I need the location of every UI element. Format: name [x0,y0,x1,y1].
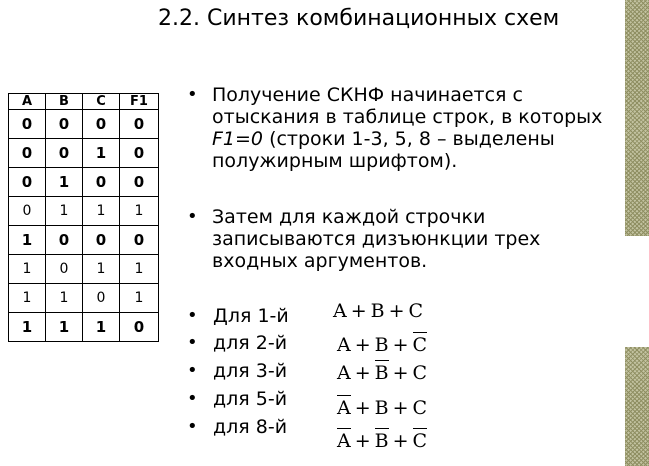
table-cell: 1 [46,197,83,226]
table-cell: 0 [46,255,83,284]
truth-table [8,93,159,342]
table-cell: 0 [83,110,120,139]
table-cell: 0 [83,226,120,255]
table-cell: 0 [120,168,159,197]
negated-variable: A [337,397,351,419]
table-cell: 1 [83,139,120,168]
bullet1-line4: полужирным шрифтом). [212,150,458,172]
negated-variable: B [374,430,389,452]
table-cell: 1 [120,255,159,284]
disjunction-formula [337,428,427,452]
table-cell: 1 [9,255,46,284]
plus-operator: + [392,397,409,419]
table-cell: 1 [83,197,120,226]
table-cell: 0 [9,139,46,168]
negated-variable: B [374,362,389,384]
negated-variable: C [412,334,428,356]
table-cell: 1 [46,313,83,342]
header-f1: F1 [120,94,159,110]
table-cell: 1 [83,255,120,284]
plus-operator: + [392,334,409,356]
variable: A [337,362,351,384]
disjunction-formula [337,360,427,384]
bullet2-line1: Затем для каждой строчки [212,206,486,228]
table-cell: 0 [46,139,83,168]
variable: A [337,334,351,356]
slide-title: 2.2. Синтез комбинационных схем [158,6,560,31]
table-cell: 1 [9,284,46,313]
disjunction-formula [333,300,423,322]
table-cell: 1 [46,284,83,313]
table-cell: 1 [83,313,120,342]
table-cell: 0 [83,168,120,197]
table-cell: 1 [120,197,159,226]
disjunction-formula [337,332,427,356]
plus-operator: + [392,430,409,452]
bullet2-line3: входных аргументов. [212,250,428,272]
plus-operator: + [388,300,405,322]
table-cell: 0 [120,139,159,168]
variable: C [412,362,428,384]
table-row [9,255,159,284]
variable: C [408,300,424,322]
header-b: B [46,94,83,110]
table-cell: 0 [9,197,46,226]
table-row [9,226,159,255]
bullet1-line3 [212,128,632,150]
disjunction-bullet: • [187,416,198,437]
bullet1-line1: Получение СКНФ начинается с [212,84,523,106]
f1-zero-italic: F1=0 [212,128,264,150]
disjunction-formula [337,395,427,419]
variable: C [412,397,428,419]
table-row [9,313,159,342]
table-row [9,168,159,197]
variable: B [370,300,385,322]
table-cell: 1 [9,226,46,255]
disjunction-label: для 5-й [213,388,288,410]
table-cell: 0 [120,226,159,255]
table-cell: 0 [120,313,159,342]
disjunction-label: для 2-й [213,332,288,354]
table-cell: 1 [9,313,46,342]
disjunction-label: для 3-й [213,360,288,382]
bullet1-line2: отыскания в таблице строк, в которых [212,106,603,128]
bullet-marker-1: • [187,84,198,105]
header-c: C [83,94,120,110]
plus-operator: + [392,362,409,384]
bullet-paragraph-1 [212,84,632,172]
disjunction-label: Для 1-й [213,305,289,327]
variable: A [333,300,347,322]
table-row [9,110,159,139]
table-cell: 0 [46,226,83,255]
table-row [9,197,159,226]
table-row [9,139,159,168]
disjunction-label: для 8-й [213,416,288,438]
plus-operator: + [354,397,371,419]
variable: B [374,334,389,356]
bullet-marker-2: • [187,206,198,227]
table-cell: 0 [46,110,83,139]
table-cell: 0 [120,110,159,139]
disjunction-bullet: • [187,360,198,381]
bullet1-line3-rest: (строки 1-3, 5, 8 – выделены [263,128,555,150]
disjunction-bullet: • [187,332,198,353]
negated-variable: A [337,430,351,452]
decorative-stripe-bottom [625,347,649,466]
table-cell: 0 [9,110,46,139]
plus-operator: + [354,430,371,452]
variable: B [374,397,389,419]
header-a: A [9,94,46,110]
truth-table-header [9,94,159,110]
plus-operator: + [354,362,371,384]
table-row [9,284,159,313]
table-cell: 1 [46,168,83,197]
negated-variable: C [412,430,428,452]
plus-operator: + [350,300,367,322]
table-cell: 0 [9,168,46,197]
table-cell: 1 [120,284,159,313]
disjunction-bullet: • [187,305,198,326]
bullet-paragraph-2 [212,206,632,272]
disjunction-bullet: • [187,388,198,409]
plus-operator: + [354,334,371,356]
bullet2-line2: записываются дизъюнкции трех [212,228,541,250]
table-cell: 0 [83,284,120,313]
